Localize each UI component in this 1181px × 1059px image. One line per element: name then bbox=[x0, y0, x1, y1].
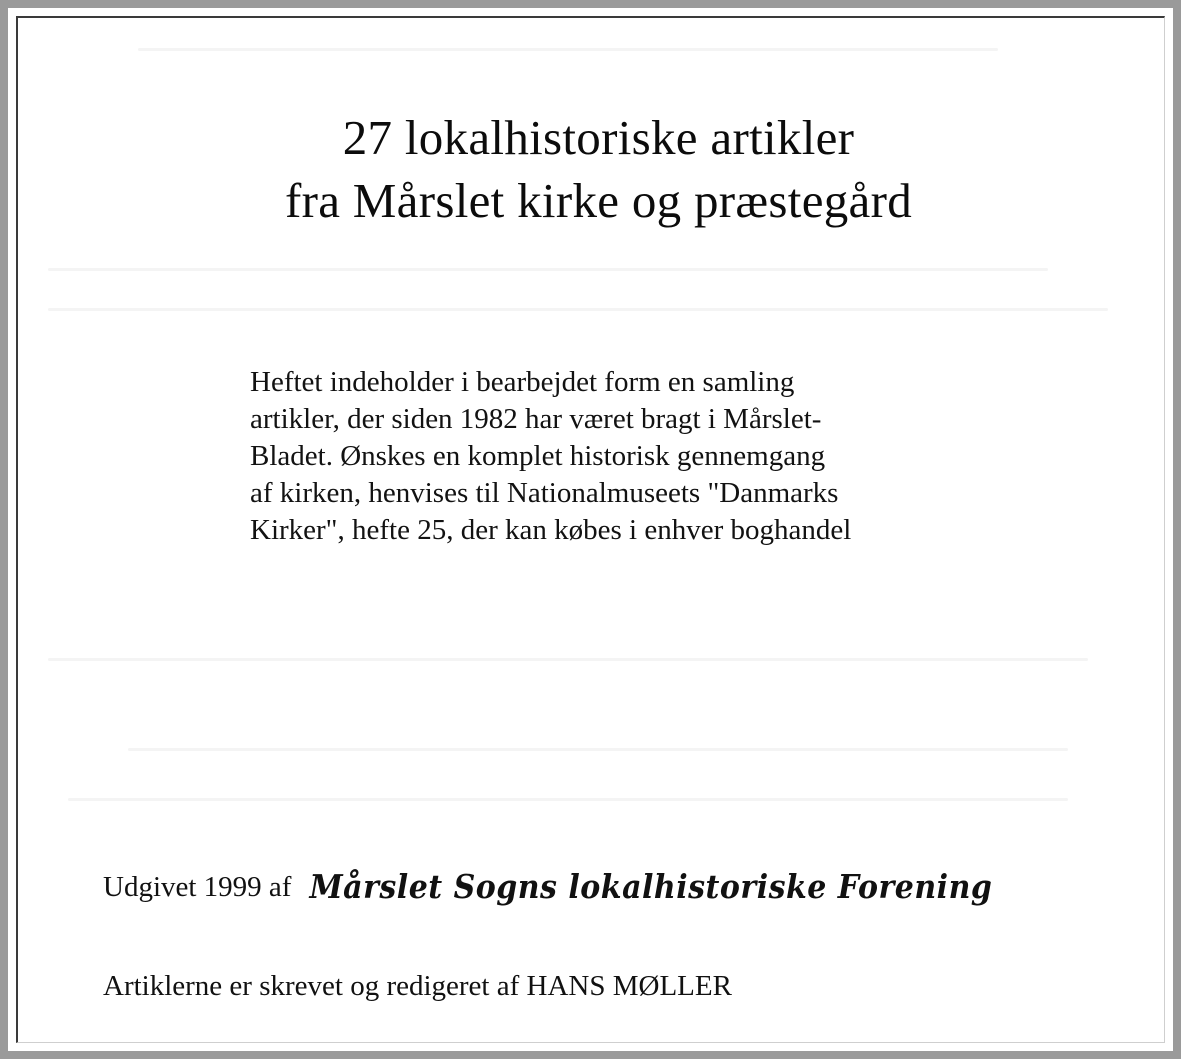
intro-line: artikler, der siden 1982 har været bragt i Mårslet- bbox=[250, 403, 822, 435]
bleed-through-line bbox=[138, 48, 998, 51]
intro-line: af kirken, henvises til Nationalmuseets "Danmarks bbox=[250, 477, 839, 509]
bleed-through-line bbox=[48, 308, 1108, 311]
title-line-1: 27 lokalhistoriske artikler bbox=[342, 110, 855, 165]
title-line-2: fra Mårslet kirke og præstegård bbox=[284, 173, 913, 228]
bleed-through-line bbox=[68, 798, 1068, 801]
intro-line: Bladet. Ønskes en komplet historisk gennemgang bbox=[250, 440, 826, 472]
credits-line: Artiklerne er skrevet og redigeret af HANS MØLLER bbox=[103, 970, 732, 1002]
bleed-through-line bbox=[48, 268, 1048, 271]
intro-line: Kirker", hefte 25, der kan købes i enhver boghandel bbox=[250, 514, 852, 546]
page-title bbox=[8, 106, 1181, 232]
intro-line: Heftet indeholder i bearbejdet form en samling bbox=[250, 366, 795, 398]
publisher-line bbox=[103, 870, 992, 905]
bleed-through-line bbox=[48, 658, 1088, 661]
intro-paragraph bbox=[250, 364, 1030, 549]
publisher-name: Mårslet Sogns lokalhistoriske Forening bbox=[309, 868, 993, 907]
publisher-prefix: Udgivet 1999 af bbox=[103, 871, 292, 903]
bleed-through-line bbox=[128, 748, 1068, 751]
